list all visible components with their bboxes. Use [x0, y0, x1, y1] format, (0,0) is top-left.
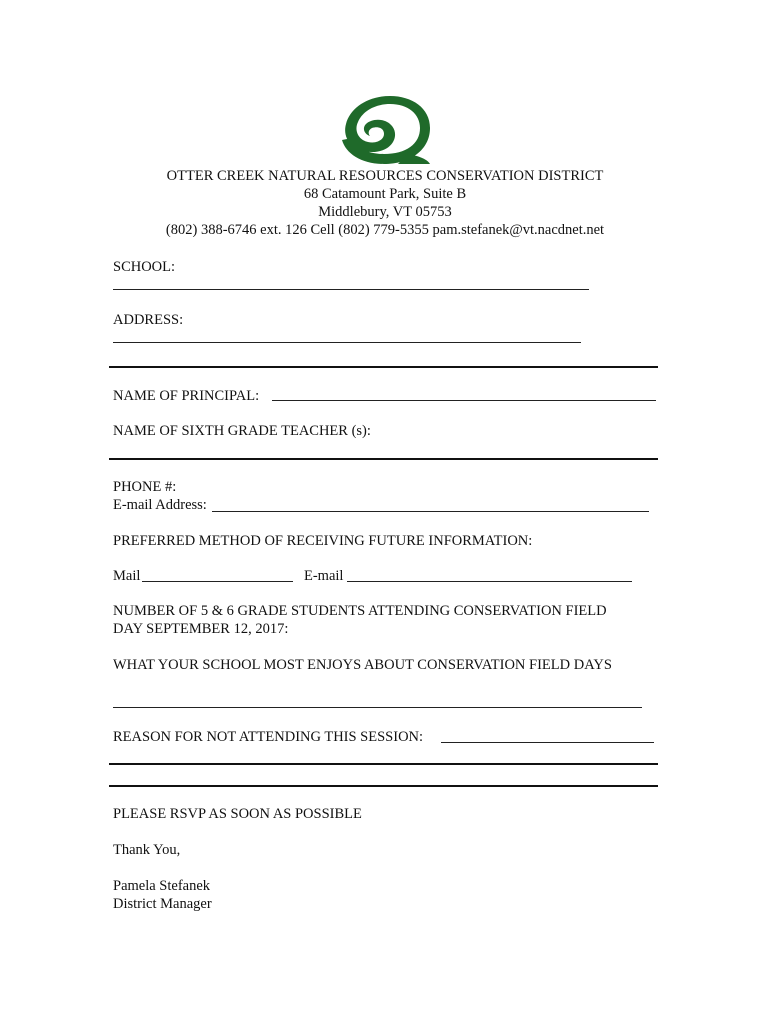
address-field[interactable]	[113, 342, 581, 343]
mail-option-label: Mail	[113, 568, 141, 584]
signer-name: Pamela Stefanek	[113, 878, 211, 894]
reason-divider-2	[109, 785, 658, 787]
reason-divider-1	[109, 763, 658, 765]
address-label: ADDRESS:	[113, 312, 184, 328]
school-label: SCHOOL:	[113, 259, 176, 275]
students-label-line1: NUMBER OF 5 & 6 GRADE STUDENTS ATTENDING CONSERVATION FIELD	[113, 603, 607, 619]
email-option-label: E-mail	[304, 568, 344, 584]
thanks-text: Thank You,	[113, 842, 181, 858]
reason-field[interactable]	[441, 742, 654, 743]
principal-label: NAME OF PRINCIPAL:	[113, 388, 260, 404]
rsvp-text: PLEASE RSVP AS SOON AS POSSIBLE	[113, 806, 362, 822]
email-option-field[interactable]	[347, 581, 632, 582]
enjoys-field[interactable]	[113, 707, 642, 708]
mail-option-field[interactable]	[142, 581, 293, 582]
org-contact: (802) 388-6746 ext. 126 Cell (802) 779-5355 pam.stefanek@vt.nacdnet.net	[165, 222, 605, 238]
email-field[interactable]	[212, 511, 649, 512]
org-city: Middlebury, VT 05753	[318, 204, 452, 220]
principal-field[interactable]	[272, 400, 656, 401]
teacher-field-divider[interactable]	[109, 458, 658, 460]
reason-label: REASON FOR NOT ATTENDING THIS SESSION:	[113, 729, 424, 745]
org-name: OTTER CREEK NATURAL RESOURCES CONSERVATION DISTRICT	[166, 168, 604, 184]
section-divider	[109, 366, 658, 368]
teacher-label: NAME OF SIXTH GRADE TEACHER (s):	[113, 423, 371, 439]
phone-label: PHONE #:	[113, 479, 177, 495]
district-logo	[338, 94, 432, 166]
signer-title: District Manager	[113, 896, 212, 912]
enjoys-label: WHAT YOUR SCHOOL MOST ENJOYS ABOUT CONSERVATION FIELD DAYS	[113, 657, 612, 673]
email-label: E-mail Address:	[113, 497, 207, 513]
students-label-line2: DAY SEPTEMBER 12, 2017:	[113, 621, 289, 637]
school-field[interactable]	[113, 289, 589, 290]
preferred-method-label: PREFERRED METHOD OF RECEIVING FUTURE INFORMATION:	[113, 533, 533, 549]
org-street: 68 Catamount Park, Suite B	[303, 186, 467, 202]
